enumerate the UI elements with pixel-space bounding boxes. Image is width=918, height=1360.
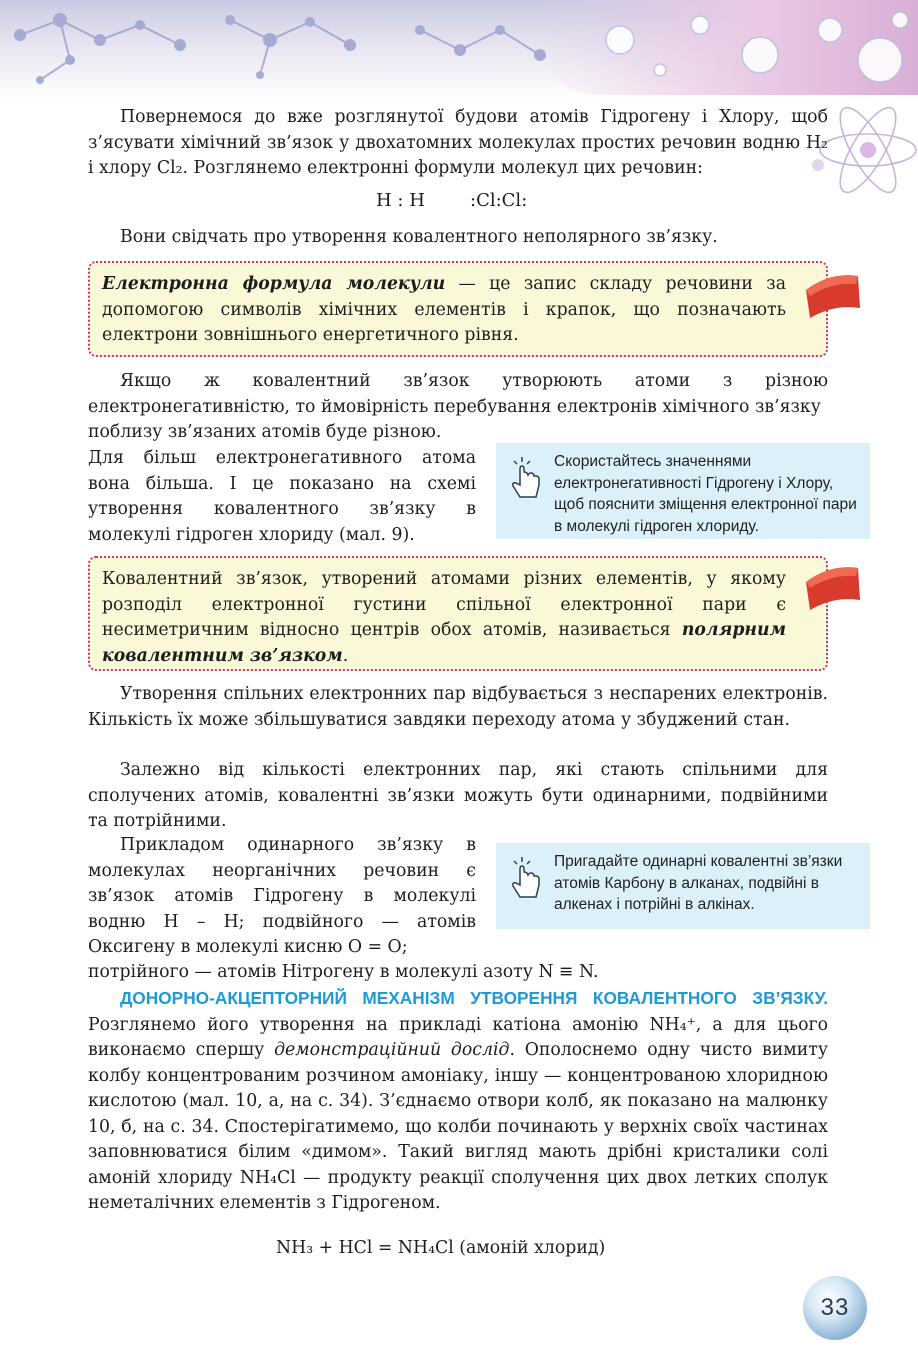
definition-text: — це запис складу речовини за допомогою символів хімічних елементів і крапок, що позначають електрони зовнішнього енергетичного рівня. [102, 274, 786, 345]
paragraph-electronegativity-cont: поблизу зв’язаних атомів буде різною. [88, 422, 442, 442]
hint-box-electronegativity [496, 443, 870, 539]
definition-box-electron-formula [88, 261, 828, 357]
paragraph-shared-pairs: Утворення спільних електронних пар відбувається з неспарених електронів. Кількість їх може збільшуватися завдяки переходу атома у збуджений стан. [88, 684, 828, 730]
paragraph-text-cont: . Ополоснемо одну чисто вимиту колбу концентрованим розчином амоніаку, іншу — концентрованою хлоридною кислотою (мал. 10, а, на с. 34). З’єднаємо отвори колб, як показано на малюнку 10, б, на с. 34. Спостерігатимемо, що колби починають у верхніх своїх частинах заповнюватися білим «димом». Такий вигляд мають дрібні кристалики солі амоній хлориду NH₄Cl — продукту реакції сполучення цих двох летких сполук неметалічних елементів з Гідрогеном. [88, 1040, 828, 1213]
paragraph-nonpolar: Вони свідчать про утворення ковалентного неполярного зв’язку. [120, 227, 718, 247]
bookmark-icon [800, 562, 864, 612]
section-heading: ДОНОРНО-АКЦЕПТОРНИЙ МЕХАНІЗМ УТВОРЕННЯ КОВАЛЕНТНОГО ЗВ’ЯЗКУ. [120, 988, 828, 1008]
hint-box-carbon-bonds [496, 843, 870, 929]
paragraph-donor-acceptor [88, 986, 828, 1217]
definition-text: Ковалентний зв’язок, утворений атомами різних елементів, у якому розподіл електронної густини спільної електронної пари є несиметричним відносно центрів обох атомів, називається [102, 569, 786, 640]
definition-box-polar-bond [88, 556, 828, 671]
page-number: 33 [803, 1276, 867, 1340]
formula-cl2: :Cl:Cl: [470, 190, 528, 211]
paragraph-electronegativity-rest: Для більш електронегативного атома вона більша. І це показано на схемі утворення ковалентного зв’язку в молекулі гідроген хлориду (мал. 9). [88, 448, 476, 545]
hint-text: Скористайтесь значеннями електронегативності Гідрогену і Хлору, щоб пояснити зміщення електронної пари в молекулі гідроген хлориду. [554, 453, 857, 535]
formula-h2: H : H [376, 190, 425, 211]
paragraph-electronegativity: Якщо ж ковалентний зв’язок утворюють атоми з різною електронегативністю, то ймовірність перебування електронів хімічного зв’язку [88, 371, 828, 417]
paragraph-examples: Прикладом одинарного зв’язку в молекулах неорганічних речовин є зв’язок атомів Гідрогену в молекулі водню H – H; подвійного — атомів Оксигену в молекулі кисню O = O; [88, 835, 476, 957]
paragraph-intro: Повернемося до вже розглянутої будови атомів Гідрогену і Хлору, щоб з’ясувати хімічний зв’язок у двохатомних молекулах простих речовин водню H₂ і хлору Cl₂. Розглянемо електронні формули молекул цих речовин: [88, 107, 828, 178]
pointing-hand-icon [506, 455, 546, 503]
definition-end: . [342, 645, 349, 666]
paragraph-text: Розглянемо його утворення на прикладі катіона амонію NH₄⁺, а для цього виконаємо спершу [88, 1014, 828, 1060]
pointing-hand-icon [506, 855, 546, 903]
definition-term: полярним ковалентним зв’язком [102, 620, 786, 666]
molecule-decoration [0, 0, 918, 100]
equation: NH₃ + HCl = NH₄Cl (амоній хлорид) [276, 1238, 606, 1258]
bookmark-icon [800, 270, 864, 320]
definition-term: Електронна формула молекули [102, 274, 446, 294]
paragraph-examples-last: потрійного — атомів Нітрогену в молекулі азоту N ≡ N. [88, 962, 599, 982]
hint-text: Пригадайте одинарні ковалентні зв’язки атомів Карбону в алканах, подвійні в алкенах і потрійні в алкінах. [554, 853, 843, 913]
header-banner [0, 0, 918, 100]
paragraph-italic: демонстраційний дослід [274, 1040, 510, 1060]
paragraph-bond-types: Залежно від кількості електронних пар, які стають спільними для сполучених атомів, ковалентні зв’язки можуть бути одинарними, подвійними та потрійними. [88, 760, 828, 831]
